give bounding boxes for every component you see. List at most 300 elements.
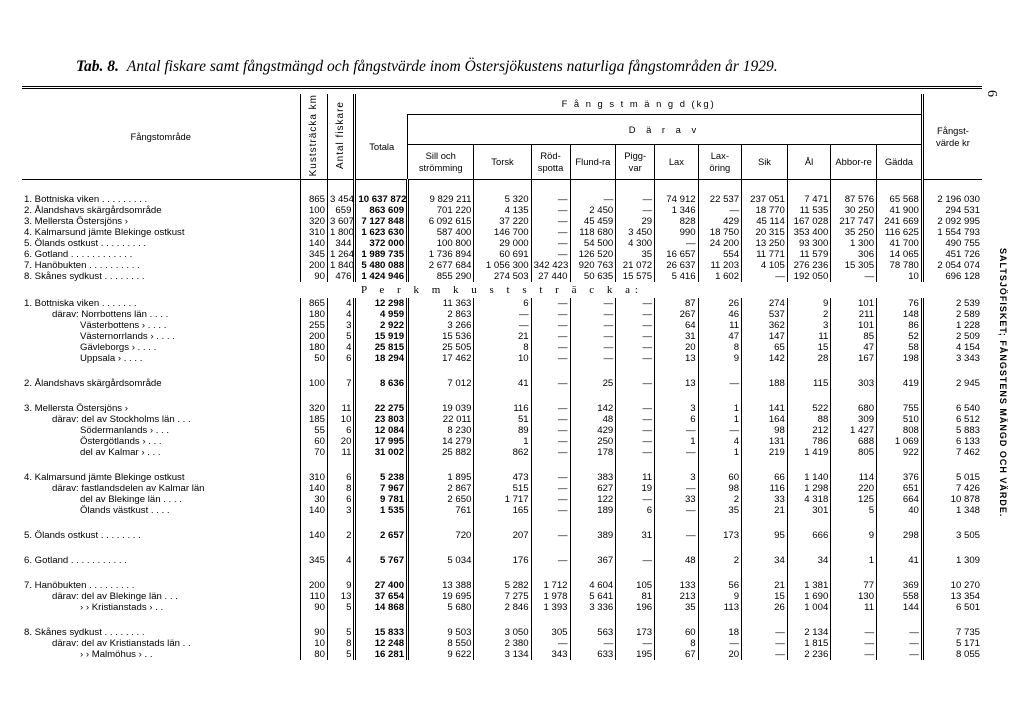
table-cell: — (655, 505, 698, 516)
table-cell: 8 (655, 638, 698, 649)
table-cell: 310 (300, 472, 327, 483)
table-cell: 1 004 (787, 602, 830, 613)
table-cell: 7 275 (474, 591, 531, 602)
table-cell: 185 (300, 414, 327, 425)
table-cell: 8 550 (408, 638, 474, 649)
table-cell: 195 (616, 649, 655, 660)
table-cell: 15 (742, 591, 788, 602)
table-cell: 22 011 (408, 414, 474, 425)
table-cell: 196 (616, 602, 655, 613)
table-cell: 46 (698, 309, 741, 320)
table-cell: 4 (327, 309, 354, 320)
header-species: Gädda (877, 145, 923, 180)
table-cell: 1 056 300 (474, 260, 531, 271)
table-cell: 85 (831, 331, 877, 342)
table-cell: 8 (474, 342, 531, 353)
table-cell: 666 (787, 530, 830, 541)
table-cell: 720 (408, 530, 474, 541)
table-cell: 6 540 (922, 403, 982, 414)
table-row (22, 238, 982, 249)
table-cell: 22 275 (355, 403, 408, 414)
table-cell: 9 (831, 530, 877, 541)
row-area-name: därav: del av Kristianstads län . . (52, 638, 191, 650)
table-cell: 60 (655, 627, 698, 638)
header-coast: Kuststräcka km (300, 94, 327, 180)
table-row (22, 414, 982, 425)
table-cell: 276 236 (787, 260, 830, 271)
table-cell: 5 416 (655, 271, 698, 282)
table-cell: 219 (742, 447, 788, 458)
table-row (22, 403, 982, 414)
table-cell: 476 (327, 271, 354, 282)
table-cell: 7 735 (922, 627, 982, 638)
table-cell: 25 (570, 378, 616, 389)
table-cell: 3 (327, 505, 354, 516)
table-cell: 125 (831, 494, 877, 505)
statistics-table (22, 94, 982, 660)
table-cell: 2 863 (408, 309, 474, 320)
table-row (22, 249, 982, 260)
table-cell: — (531, 494, 570, 505)
table-row (22, 227, 982, 238)
table-cell: 142 (570, 403, 616, 414)
table-cell: 114 (831, 472, 877, 483)
table-cell: 100 (300, 205, 327, 216)
table-cell: 167 028 (787, 216, 830, 227)
table-cell: 64 (655, 320, 698, 331)
table-cell: 47 (831, 342, 877, 353)
table-cell: 865 (300, 298, 327, 309)
table-cell: 659 (327, 205, 354, 216)
table-cell: 14 279 (408, 436, 474, 447)
table-cell: 6 (327, 353, 354, 364)
table-cell: 11 (787, 331, 830, 342)
table-cell: — (655, 483, 698, 494)
table-cell: 98 (698, 483, 741, 494)
table-cell: 9 829 211 (408, 194, 474, 205)
table-cell: 207 (474, 530, 531, 541)
table-cell: 93 300 (787, 238, 830, 249)
spacer-row (22, 541, 982, 555)
table-cell: 537 (742, 309, 788, 320)
table-cell: 1 309 (922, 555, 982, 566)
table-cell: 141 (742, 403, 788, 414)
table-cell: 30 250 (831, 205, 877, 216)
table-cell: — (531, 353, 570, 364)
header-species: Röd-spotta (531, 145, 570, 180)
table-row (22, 320, 982, 331)
table-cell: 65 (742, 342, 788, 353)
table-cell: 1 623 630 (355, 227, 408, 238)
table-cell: 77 (831, 580, 877, 591)
table-cell: 862 (474, 447, 531, 458)
table-cell: 5 (327, 602, 354, 613)
table-cell: 18 750 (698, 227, 741, 238)
table-row (22, 555, 982, 566)
table-cell: 1 427 (831, 425, 877, 436)
table-cell: 3 (787, 320, 830, 331)
table-cell: — (531, 378, 570, 389)
table-cell: — (742, 649, 788, 660)
table-cell: 4 (327, 555, 354, 566)
table-cell: 16 657 (655, 249, 698, 260)
table-cell: 35 250 (831, 227, 877, 238)
row-area-name: 6. Gotland . . . . . . . . . . . (24, 555, 127, 567)
table-cell: 15 833 (355, 627, 408, 638)
table-cell: 4 135 (474, 205, 531, 216)
header-species: Ål (787, 145, 830, 180)
table-cell: — (616, 638, 655, 649)
table-cell: 54 500 (570, 238, 616, 249)
table-cell: — (616, 331, 655, 342)
table-cell: 220 (831, 483, 877, 494)
table-cell: 3 (655, 403, 698, 414)
table-cell: 7 (327, 378, 354, 389)
table-cell: 67 (655, 649, 698, 660)
table-cell: 192 050 (787, 271, 830, 282)
table-cell: 41 (877, 555, 923, 566)
table-cell: 147 (742, 331, 788, 342)
table-cell: 90 (300, 602, 327, 613)
row-area-name: därav: Norrbottens län . . . . (52, 309, 169, 321)
table-cell: 3 454 (327, 194, 354, 205)
table-cell: 164 (742, 414, 788, 425)
table-label: Tab. 8. (76, 58, 119, 75)
table-cell: 3 450 (616, 227, 655, 238)
table-cell: — (616, 342, 655, 353)
table-row (22, 627, 982, 638)
table-cell: 60 691 (474, 249, 531, 260)
table-cell: 5 641 (570, 591, 616, 602)
table-cell: 31 002 (355, 447, 408, 458)
row-area-name: 4. Kalmarsund jämte Blekinge ostkust (24, 472, 185, 484)
table-cell: 87 (655, 298, 698, 309)
header-species: Flund-ra (570, 145, 616, 180)
table-cell: 14 065 (877, 249, 923, 260)
table-cell: — (531, 414, 570, 425)
table-cell: — (531, 638, 570, 649)
table-cell: 2 (698, 555, 741, 566)
row-area-name: Västernorrlands › . . . . (80, 331, 175, 343)
table-cell: 8 (327, 638, 354, 649)
table-cell: 587 400 (408, 227, 474, 238)
table-cell: 1 554 793 (922, 227, 982, 238)
table-title (76, 58, 778, 76)
table-cell: 198 (877, 353, 923, 364)
row-area-name: 1. Bottniska viken . . . . . . . (24, 298, 137, 310)
table-cell: — (531, 309, 570, 320)
table-cell: 6 (327, 472, 354, 483)
table-cell: 12 248 (355, 638, 408, 649)
table-cell: 40 (877, 505, 923, 516)
table-cell: 9 503 (408, 627, 474, 638)
table-cell: — (655, 425, 698, 436)
table-cell: 9 (327, 580, 354, 591)
table-cell: 2 450 (570, 205, 616, 216)
table-cell: 11 (327, 447, 354, 458)
table-cell: 473 (474, 472, 531, 483)
table-cell: 11 363 (408, 298, 474, 309)
table-cell: 140 (300, 505, 327, 516)
table-row (22, 353, 982, 364)
table-cell: 31 (655, 331, 698, 342)
table-cell: 301 (787, 505, 830, 516)
table-row (22, 436, 982, 447)
table-cell: 2 (327, 530, 354, 541)
table-cell: 353 400 (787, 227, 830, 238)
table-cell: — (655, 530, 698, 541)
table-cell: 213 (655, 591, 698, 602)
table-cell: — (742, 271, 788, 282)
table-cell: 13 (327, 591, 354, 602)
table-cell: 6 (655, 414, 698, 425)
table-cell: 7 127 848 (355, 216, 408, 227)
table-cell: 18 (698, 627, 741, 638)
table-cell: 696 128 (922, 271, 982, 282)
table-row (22, 483, 982, 494)
table-cell: — (616, 378, 655, 389)
spacer-row (22, 516, 982, 530)
table-cell: 19 695 (408, 591, 474, 602)
table-cell: 510 (877, 414, 923, 425)
row-area-name: Uppsala › . . . . (80, 353, 143, 365)
table-cell: 26 (698, 298, 741, 309)
table-cell: 367 (570, 555, 616, 566)
table-cell: 515 (474, 483, 531, 494)
table-cell: 19 039 (408, 403, 474, 414)
table-cell: 1 736 894 (408, 249, 474, 260)
table-cell: 241 669 (877, 216, 923, 227)
table-cell: 50 (300, 353, 327, 364)
table-cell: 178 (570, 447, 616, 458)
table-cell: 1 228 (922, 320, 982, 331)
table-cell: — (831, 627, 877, 638)
table-cell: 5 320 (474, 194, 531, 205)
table-cell: — (877, 638, 923, 649)
table-cell: 21 (742, 505, 788, 516)
table-cell: 8 (698, 342, 741, 353)
table-cell: 18 770 (742, 205, 788, 216)
table-cell: 1 (698, 414, 741, 425)
table-row (22, 530, 982, 541)
table-cell: 2 867 (408, 483, 474, 494)
table-cell: 90 (300, 627, 327, 638)
spacer-row (22, 364, 982, 378)
table-cell: 165 (474, 505, 531, 516)
table-row (22, 447, 982, 458)
table-cell: 15 (787, 342, 830, 353)
table-cell: 2 589 (922, 309, 982, 320)
table-cell: — (698, 205, 741, 216)
table-cell: 34 (787, 555, 830, 566)
table-cell: 8 636 (355, 378, 408, 389)
table-cell: 88 (787, 414, 830, 425)
row-area-name: 2. Ålandshavs skärgårdsområde (24, 205, 162, 217)
table-cell: 47 (698, 331, 741, 342)
table-cell: 113 (698, 602, 741, 613)
table-cell: 1 298 (787, 483, 830, 494)
table-cell: 70 (300, 447, 327, 458)
table-cell: 920 763 (570, 260, 616, 271)
table-cell: 2 509 (922, 331, 982, 342)
table-cell: 20 (327, 436, 354, 447)
table-cell: 200 (300, 331, 327, 342)
table-cell: 490 755 (922, 238, 982, 249)
table-cell: 25 505 (408, 342, 474, 353)
table-cell: 237 051 (742, 194, 788, 205)
table-cell: 1 069 (877, 436, 923, 447)
table-cell: 14 868 (355, 602, 408, 613)
table-cell: 1 348 (922, 505, 982, 516)
table-cell: 60 (300, 436, 327, 447)
table-cell: 633 (570, 649, 616, 660)
table-cell: 15 575 (616, 271, 655, 282)
table-cell: 51 (474, 414, 531, 425)
table-cell: 1 346 (655, 205, 698, 216)
row-area-name: 3. Mellersta Östersjöns › (24, 216, 128, 228)
table-cell: 4 959 (355, 309, 408, 320)
table-cell: 115 (787, 378, 830, 389)
table-cell: 25 882 (408, 447, 474, 458)
table-cell: 11 (698, 320, 741, 331)
table-cell: 4 154 (922, 342, 982, 353)
table-cell: 3 050 (474, 627, 531, 638)
table-cell: — (570, 194, 616, 205)
table-cell: 140 (300, 238, 327, 249)
table-cell: 9 622 (408, 649, 474, 660)
table-cell: 1 140 (787, 472, 830, 483)
table-cell: 1 989 735 (355, 249, 408, 260)
top-rule (22, 86, 982, 89)
table-cell: 1 690 (787, 591, 830, 602)
table-cell: 33 (655, 494, 698, 505)
table-cell: 376 (877, 472, 923, 483)
table-cell: — (616, 425, 655, 436)
row-area-name: del av Blekinge län . . . . (80, 494, 182, 506)
table-cell: 1 978 (531, 591, 570, 602)
table-cell: 419 (877, 378, 923, 389)
table-cell: 680 (831, 403, 877, 414)
table-cell: 1 840 (327, 260, 354, 271)
table-cell: 11 (616, 472, 655, 483)
table-cell: 1 895 (408, 472, 474, 483)
table-cell: 755 (877, 403, 923, 414)
table-cell: 19 (616, 483, 655, 494)
table-cell: — (616, 309, 655, 320)
table-cell: 306 (831, 249, 877, 260)
table-cell: 21 072 (616, 260, 655, 271)
table-cell: 6 092 615 (408, 216, 474, 227)
table-cell: 5 (831, 505, 877, 516)
table-cell: 294 531 (922, 205, 982, 216)
table-cell: 1 602 (698, 271, 741, 282)
table-cell: — (742, 627, 788, 638)
table-cell: 11 535 (787, 205, 830, 216)
table-cell: 11 (831, 602, 877, 613)
table-row (22, 505, 982, 516)
table-cell: 180 (300, 342, 327, 353)
table-cell: 828 (655, 216, 698, 227)
table-cell: 761 (408, 505, 474, 516)
table-cell: 855 290 (408, 271, 474, 282)
table-cell: 250 (570, 436, 616, 447)
table-cell: 10 270 (922, 580, 982, 591)
table-cell: 11 579 (787, 249, 830, 260)
table-row (22, 494, 982, 505)
table-cell: 2 196 030 (922, 194, 982, 205)
table-cell: 1 717 (474, 494, 531, 505)
table-cell: 3 (327, 320, 354, 331)
table-cell: 78 780 (877, 260, 923, 271)
table-cell: 58 (877, 342, 923, 353)
table-cell: 21 (474, 331, 531, 342)
table-cell: 146 700 (474, 227, 531, 238)
table-cell: — (531, 331, 570, 342)
table-cell: 1 264 (327, 249, 354, 260)
table-cell: 148 (877, 309, 923, 320)
table-cell: 188 (742, 378, 788, 389)
table-cell: 2 092 995 (922, 216, 982, 227)
table-cell: 522 (787, 403, 830, 414)
table-cell: 298 (877, 530, 923, 541)
table-cell: 320 (300, 403, 327, 414)
table-cell: — (698, 378, 741, 389)
table-cell: 13 250 (742, 238, 788, 249)
table-row (22, 216, 982, 227)
table-row (22, 472, 982, 483)
row-area-name: 6. Gotland . . . . . . . . . . . . (24, 249, 133, 261)
table-cell: 110 (300, 591, 327, 602)
table-cell: 27 440 (531, 271, 570, 282)
table-cell: 7 012 (408, 378, 474, 389)
table-cell: 4 604 (570, 580, 616, 591)
table-cell: 17 462 (408, 353, 474, 364)
table-cell: — (616, 320, 655, 331)
table-cell: — (531, 483, 570, 494)
table-cell: 16 281 (355, 649, 408, 660)
table-cell: 180 (300, 309, 327, 320)
table-cell: — (831, 649, 877, 660)
table-cell: 2 054 074 (922, 260, 982, 271)
table-cell: 52 (877, 331, 923, 342)
table-cell: 101 (831, 298, 877, 309)
table-cell: 81 (616, 591, 655, 602)
table-cell: 31 (616, 530, 655, 541)
table-cell: 1 (698, 447, 741, 458)
table-cell: 25 815 (355, 342, 408, 353)
table-cell: 563 (570, 627, 616, 638)
table-cell: 554 (698, 249, 741, 260)
table-cell: 95 (742, 530, 788, 541)
table-cell: 41 900 (877, 205, 923, 216)
table-cell: 1 300 (831, 238, 877, 249)
table-cell: 2 846 (474, 602, 531, 613)
table-cell: 116 625 (877, 227, 923, 238)
table-cell: 200 (300, 260, 327, 271)
table-cell: 5 680 (408, 602, 474, 613)
table-cell: — (616, 414, 655, 425)
table-cell: 688 (831, 436, 877, 447)
table-cell: 651 (877, 483, 923, 494)
table-cell: — (531, 216, 570, 227)
table-cell: 98 (742, 425, 788, 436)
table-cell: 5 171 (922, 638, 982, 649)
table-cell: — (531, 320, 570, 331)
table-cell: 2 (787, 309, 830, 320)
table-cell: 7 967 (355, 483, 408, 494)
table-cell: — (698, 638, 741, 649)
table-cell: 12 084 (355, 425, 408, 436)
